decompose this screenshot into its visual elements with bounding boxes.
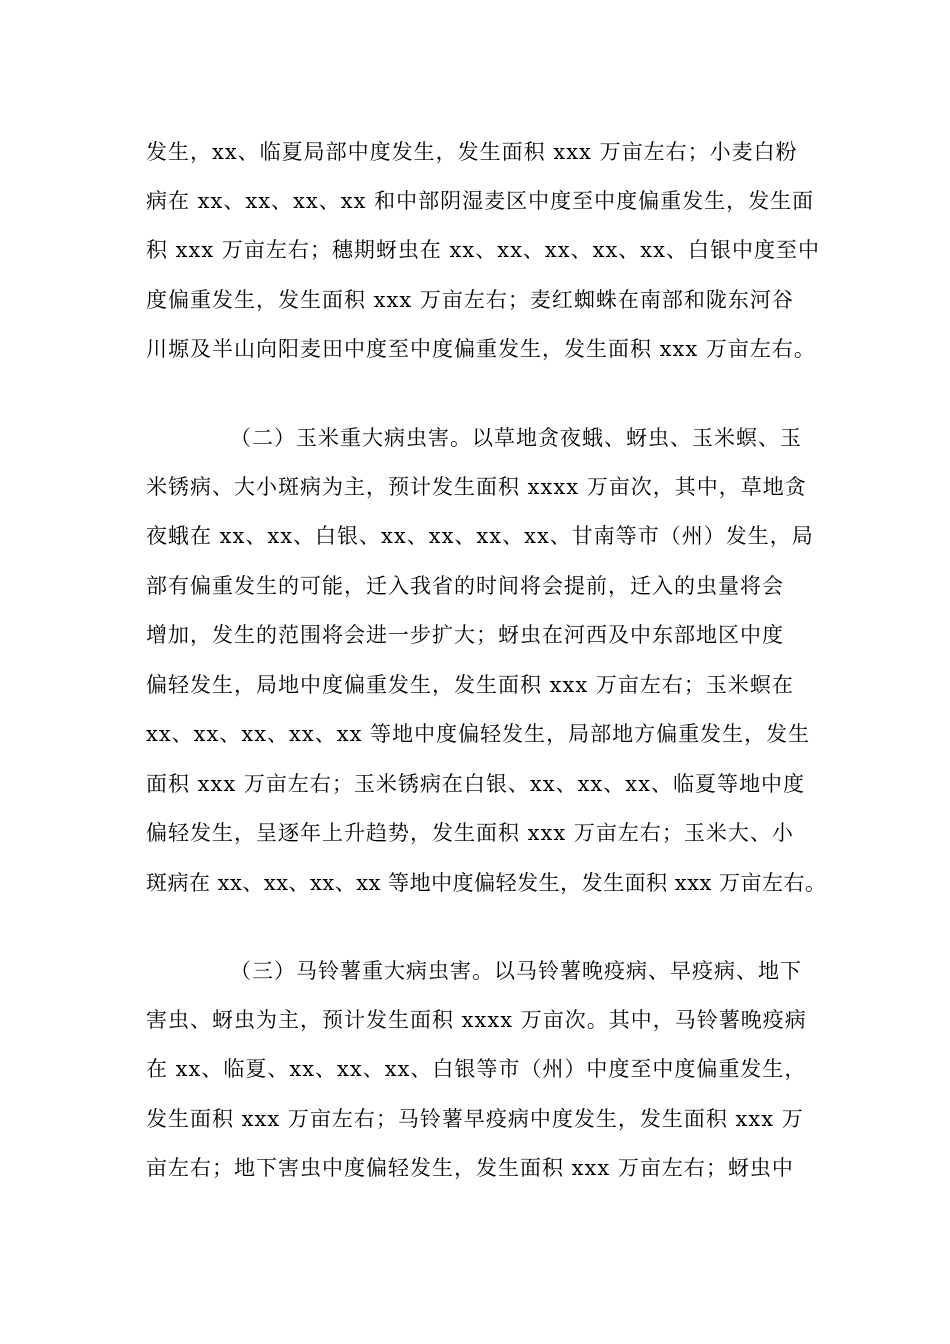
paragraph-3-line-1: （三）马铃薯重大病虫害。以马铃薯晚疫病、早疫病、地下 — [230, 959, 802, 983]
paragraph-3-line-2: 害虫、蚜虫为主，预计发生面积 xxxx 万亩次。其中，马铃薯晚疫病 — [146, 1008, 807, 1032]
paragraph-3-line-5: 亩左右；地下害虫中度偏轻发生，发生面积 xxx 万亩左右；蚜虫中 — [146, 1156, 794, 1180]
paragraph-2-line-5: 增加，发生的范围将会进一步扩大；蚜虫在河西及中东部地区中度 — [146, 623, 784, 647]
paragraph-1-line-1: 发生，xx、临夏局部中度发生，发生面积 xxx 万亩左右；小麦白粉 — [146, 140, 798, 164]
paragraph-2-line-7: xx、xx、xx、xx、xx 等地中度偏轻发生，局部地方偏重发生，发生 — [146, 722, 811, 746]
paragraph-2-line-2: 米锈病、大小斑病为主，预计发生面积 xxxx 万亩次，其中，草地贪 — [146, 475, 807, 499]
paragraph-3-line-4: 发生面积 xxx 万亩左右；马铃薯早疫病中度发生，发生面积 xxx 万 — [146, 1107, 804, 1131]
paragraph-2-line-8: 面积 xxx 万亩左右；玉米锈病在白银、xx、xx、xx、临夏等地中度 — [146, 772, 805, 796]
paragraph-1-line-5: 川塬及半山向阳麦田中度至中度偏重发生，发生面积 xxx 万亩左右。 — [146, 337, 816, 361]
paragraph-2-line-4: 部有偏重发生的可能，迁入我省的时间将会提前，迁入的虫量将会 — [146, 574, 784, 598]
paragraph-1-line-3: 积 xxx 万亩左右；穗期蚜虫在 xx、xx、xx、xx、xx、白银中度至中 — [146, 238, 820, 262]
paragraph-2-line-1: （二）玉米重大病虫害。以草地贪夜蛾、蚜虫、玉米螟、玉 — [230, 426, 802, 450]
paragraph-2-line-9: 偏轻发生，呈逐年上升趋势，发生面积 xxx 万亩左右；玉米大、小 — [146, 821, 794, 845]
paragraph-2-line-6: 偏轻发生，局地中度偏重发生，发生面积 xxx 万亩左右；玉米螟在 — [146, 673, 794, 697]
paragraph-1-line-4: 度偏重发生，发生面积 xxx 万亩左右；麦红蜘蛛在南部和陇东河谷 — [146, 288, 794, 312]
paragraph-1-line-2: 病在 xx、xx、xx、xx 和中部阴湿麦区中度至中度偏重发生，发生面 — [146, 189, 815, 213]
paragraph-3-line-3: 在 xx、临夏、xx、xx、xx、白银等市（州）中度至中度偏重发生， — [146, 1057, 807, 1081]
paragraph-2-line-3: 夜蛾在 xx、xx、白银、xx、xx、xx、xx、甘南等市（州）发生，局 — [146, 524, 814, 548]
paragraph-2-line-10: 斑病在 xx、xx、xx、xx 等地中度偏轻发生，发生面积 xxx 万亩左右。 — [146, 871, 827, 895]
